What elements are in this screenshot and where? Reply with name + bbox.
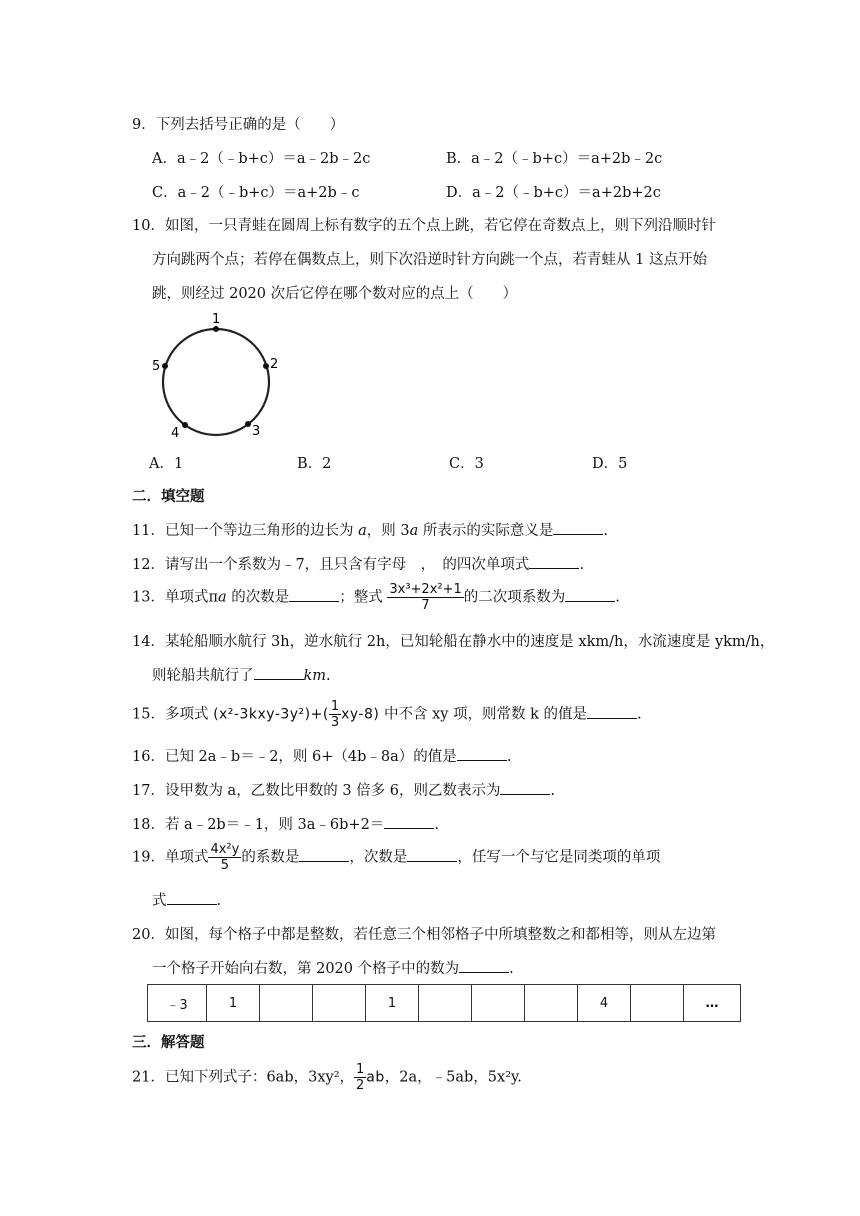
q9-option-b: B．a﹣2（﹣b+c）＝a+2b﹣2c: [446, 151, 663, 167]
circle-point-2: [263, 363, 269, 369]
q19-fraction: $\frac{\text{4x²y}}{5}$: [210, 842, 240, 873]
section-heading-fill-blank: 二．填空题: [132, 489, 205, 505]
q15: 15．多项式 (x²-3kxy-3y²)+( $\frac{1}{3}$ xy-8) 中不含 xy 项，则常数 k 的值是 .: [132, 699, 642, 730]
q15-fraction: $\frac{1}{3}$: [330, 699, 340, 730]
grid-cell: [631, 985, 684, 1022]
q17-blank: [500, 782, 550, 795]
circle-label-3: 3: [252, 424, 261, 439]
grid-cell: [260, 985, 313, 1022]
grid-cell: 4: [578, 985, 631, 1022]
circle-point-4: [182, 422, 188, 428]
q9-stem: 9．下列去括号正确的是（ ）: [132, 117, 345, 133]
q14-line-2: 则轮船共航行了 km.: [152, 668, 331, 684]
circle-label-5: 5: [152, 359, 161, 374]
q14-line-1: 14．某轮船顺水航行 3h，逆水航行 2h，已知轮船在静水中的速度是 xkm/h，水流速度是 ykm/h，: [132, 634, 775, 650]
q11: 11．已知一个等边三角形的边长为 a，则 3a 所表示的实际意义是 .: [132, 523, 608, 539]
q10-option-b: B．2: [297, 456, 332, 472]
q13-fraction: $\frac{\text{3x³+2x²+1}}{7}$: [389, 582, 462, 613]
q13-blank-2: [565, 589, 615, 602]
circle-path: [163, 329, 269, 435]
grid-cell: [525, 985, 578, 1022]
frog-circle-figure: [148, 308, 284, 444]
q10-line-3: 跳，则经过 2020 次后它停在哪个数对应的点上（ ）: [152, 286, 518, 302]
q13: 13．单项式πa 的次数是 ；整式 $\frac{\text{3x³+2x²+1}}{7}$ 的二次项系数为 .: [132, 582, 620, 613]
q9-option-a: A．a﹣2（﹣b+c）＝a﹣2b﹣2c: [152, 151, 371, 167]
q10-option-d: D．5: [592, 456, 628, 472]
q12-blank: [529, 556, 579, 569]
q21-fraction: $\frac{1}{2}$: [356, 1062, 365, 1093]
q21: 21．已知下列式子：6ab，3xy²， $\frac{1}{2}$ ab，2a，﹣5ab，5x²y.: [132, 1062, 522, 1093]
circle-point-3: [245, 421, 251, 427]
circle-point-5: [162, 363, 168, 369]
q20-blank: [459, 960, 509, 973]
q19: 19．单项式 $\frac{\text{4x²y}}{5}$ 的系数是 ，次数是 ，任写一个与它是同类项的单项: [132, 842, 661, 873]
q19-line-2: 式 .: [152, 893, 222, 909]
section-heading-answer: 三．解答题: [132, 1035, 205, 1051]
circle-label-1: 1: [212, 312, 221, 327]
q18: 18．若 a﹣2b＝﹣1，则 3a﹣6b+2＝ .: [132, 817, 439, 833]
q20-line-2: 一个格子开始向右数，第 2020 个格子中的数为 .: [152, 961, 514, 977]
q19-blank-3: [167, 892, 217, 905]
q14-blank: [254, 667, 304, 680]
grid-cell: 1: [366, 985, 419, 1022]
q10-line-2: 方向跳两个点；若停在偶数点上，则下次沿逆时针方向跳一个点，若青蛙从 1 这点开始: [152, 252, 707, 268]
q10-option-a: A．1: [149, 456, 184, 472]
q16-blank: [457, 748, 507, 761]
q18-blank: [384, 816, 434, 829]
q19-blank-2: [407, 849, 457, 862]
grid-cell: [472, 985, 525, 1022]
q20-line-1: 20．如图，每个格子中都是整数，若任意三个相邻格子中所填整数之和都相等，则从左边第: [132, 927, 716, 943]
q19-blank-1: [299, 849, 349, 862]
circle-label-2: 2: [270, 357, 279, 372]
q15-blank: [587, 706, 637, 719]
q16: 16．已知 2a﹣b＝﹣2，则 6+（4b﹣8a）的值是 .: [132, 749, 512, 765]
grid-cell: [419, 985, 472, 1022]
number-grid: [147, 984, 741, 1022]
grid-cell: 1: [207, 985, 260, 1022]
q9-option-d: D．a﹣2（﹣b+c）＝a+2b+2c: [446, 185, 661, 201]
q11-blank: [553, 522, 603, 535]
q17: 17．设甲数为 a，乙数比甲数的 3 倍多 6，则乙数表示为 .: [132, 783, 556, 799]
grid-cell: ﹣3: [148, 985, 207, 1022]
circle-label-4: 4: [171, 426, 180, 441]
q10-option-c: C．3: [449, 456, 484, 472]
q9-option-c: C．a﹣2（﹣b+c）＝a+2b﹣c: [152, 185, 360, 201]
q13-blank-1: [289, 589, 339, 602]
q10-line-1: 10．如图，一只青蛙在圆周上标有数字的五个点上跳，若它停在奇数点上，则下列沿顺时针: [132, 218, 716, 234]
grid-cell: [313, 985, 366, 1022]
q12: 12．请写出一个系数为﹣7，且只含有字母 ， 的四次单项式 .: [132, 557, 585, 573]
grid-cell-ellipsis: …: [684, 985, 741, 1022]
